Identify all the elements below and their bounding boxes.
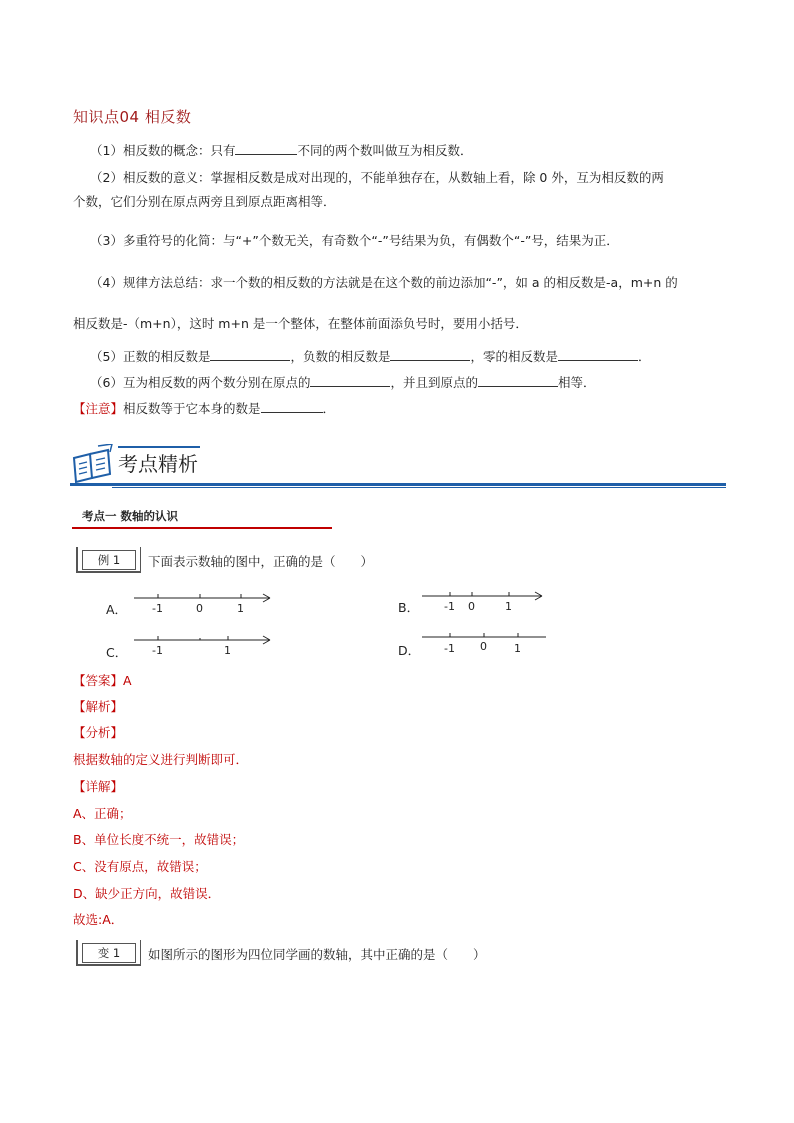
section-divider-thin [112, 487, 726, 488]
paragraph-4: （4）规律方法总结：求一个数的相反数的方法就是在这个数的前边添加“-”，如 a 的相反数是-a，m+n 的 [90, 275, 678, 290]
detail-line-a: A、正确； [73, 806, 132, 821]
paragraph-6 [90, 372, 730, 394]
fenxi-text: 根据数轴的定义进行判断即可． [73, 752, 249, 767]
paragraph-4-cont: 相反数是-（m+n），这时 m+n 是一个整体，在整体前面添负号时，要用小括号． [73, 316, 528, 331]
tick-label: 1 [224, 644, 231, 657]
jiexi-heading: 【解析】 [73, 699, 124, 714]
fill-blank[interactable] [235, 140, 297, 155]
p6-text-b: ，并且到原点的 [390, 375, 478, 390]
paragraph-2-cont: 个数，它们分别在原点两旁且到原点距离相等． [73, 194, 336, 209]
detail-line-c: C、没有原点，故错误； [73, 859, 207, 874]
option-b-letter: B． [398, 600, 420, 615]
option-c-number-line [130, 630, 280, 660]
detail-line-d: D、缺少正方向，故错误． [73, 886, 221, 901]
example-question: 下面表示数轴的图中，正确的是（ ） [148, 554, 374, 569]
p5-text-d: ． [638, 349, 651, 364]
tick-label: 1 [237, 602, 244, 615]
note-end: ． [322, 401, 336, 416]
box-border-right [140, 547, 141, 573]
p5-text-b: ，负数的相反数是 [290, 349, 391, 364]
section-title: 考点精析 [118, 452, 198, 476]
option-a-number-line [130, 588, 280, 618]
knowledge-point-title: 知识点04 相反数 [73, 108, 192, 126]
option-d-letter: D． [398, 643, 421, 658]
tick-label: -1 [152, 644, 163, 657]
fill-blank[interactable] [558, 346, 638, 361]
box-border-bottom [76, 571, 140, 573]
section-divider [70, 483, 726, 486]
open-book-icon [70, 444, 114, 484]
tick-label: -1 [152, 602, 163, 615]
note-text: 相反数等于它本身的数是 [123, 401, 261, 416]
paragraph-3: （3）多重符号的化简：与“+”个数无关，有奇数个“-”号结果为负，有偶数个“-”号，结果为正． [90, 233, 619, 248]
tick-label: -1 [444, 600, 455, 613]
fill-blank[interactable] [261, 398, 323, 413]
detail-line-b: B、单位长度不统一，故错误； [73, 832, 245, 847]
option-a-letter: A． [106, 602, 128, 617]
p5-text-a: （5）正数的相反数是 [90, 349, 211, 364]
tick-label: 0 [468, 600, 475, 613]
choice-line: 故选:A． [73, 912, 124, 927]
variant-label: 变 1 [82, 943, 136, 963]
box-border-bottom [76, 964, 140, 966]
variant-question: 如图所示的图形为四位同学画的数轴，其中正确的是（ ） [148, 947, 486, 962]
variant-label-box [76, 940, 142, 966]
xiangjie-heading: 【详解】 [73, 779, 124, 794]
tick-label: -1 [444, 642, 455, 655]
paragraph-5 [90, 346, 730, 368]
note-tag: 【注意】 [73, 401, 124, 416]
option-b-number-line [418, 586, 548, 616]
p5-text-c: ，零的相反数是 [470, 349, 558, 364]
p6-text-a: （6）互为相反数的两个数分别在原点的 [90, 375, 311, 390]
tick-label: 0 [480, 640, 487, 653]
fill-blank[interactable] [478, 372, 558, 387]
tick-label: 1 [514, 642, 521, 655]
example-label: 例 1 [82, 550, 136, 570]
example-label-box [76, 547, 142, 573]
tick-label: 0 [196, 602, 203, 615]
tick-label: 1 [505, 600, 512, 613]
kaodian-underline [72, 527, 332, 529]
box-border-left [76, 940, 78, 966]
fenxi-heading: 【分析】 [73, 725, 124, 740]
box-border-right [140, 940, 141, 966]
option-d-number-line [418, 627, 552, 657]
section-header [70, 442, 726, 490]
p1-text-a: （1）相反数的概念：只有 [90, 143, 236, 158]
paragraph-2: （2）相反数的意义：掌握相反数是成对出现的，不能单独存在，从数轴上看，除 0 外，互为相反数的两 [90, 170, 664, 185]
note-paragraph [73, 398, 713, 420]
p6-text-c: 相等． [557, 375, 596, 390]
kaodian-title: 考点一 数轴的认识 [82, 509, 179, 523]
paragraph-1 [90, 140, 730, 162]
answer-line: 【答案】A [73, 673, 132, 688]
fill-blank[interactable] [310, 372, 390, 387]
fill-blank[interactable] [210, 346, 290, 361]
p1-text-b: 不同的两个数叫做互为相反数． [297, 143, 473, 158]
box-border-left [76, 547, 78, 573]
fill-blank[interactable] [390, 346, 470, 361]
option-c-letter: C． [106, 645, 128, 660]
